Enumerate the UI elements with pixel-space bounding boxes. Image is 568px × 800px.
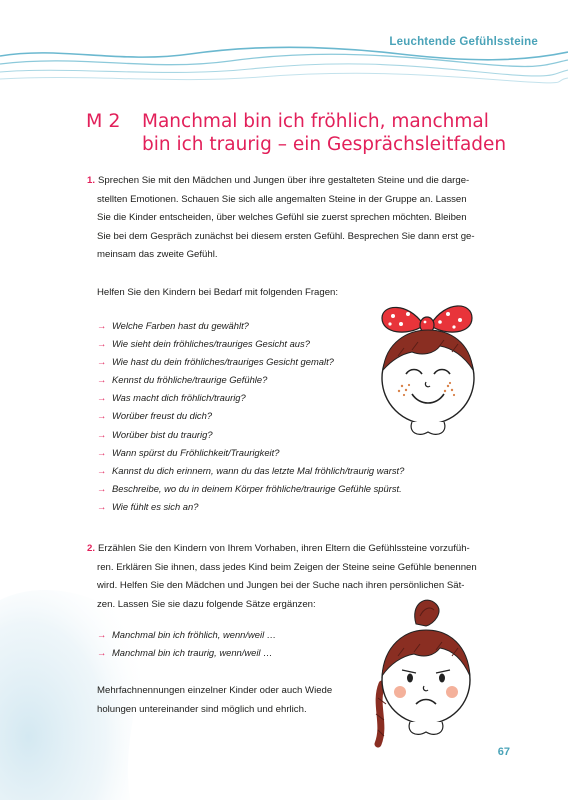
- material-number: M 2: [86, 110, 121, 132]
- closing-paragraph: [97, 682, 332, 719]
- arrow-right-icon: →: [97, 482, 107, 494]
- arrow-right-icon: →: [97, 647, 107, 659]
- list-item: → Wie hast du dein fröhliches/trauriges Gesicht gemalt?: [97, 353, 404, 371]
- section-2-line: ren. Erklären Sie ihnen, dass jedes Kind beim Zeigen der Steine seine Gefühle benennen: [97, 561, 477, 573]
- page-title: [142, 110, 542, 156]
- section-1-line: Sie die Kinder entscheiden, über welches Gefühl sie zuerst sprechen möchten. Bleiben: [97, 212, 467, 224]
- arrow-right-icon: →: [97, 428, 107, 440]
- arrow-right-icon: →: [97, 392, 107, 404]
- arrow-right-icon: →: [97, 446, 107, 458]
- running-header-title: Leuchtende Gefühlssteine: [389, 36, 538, 48]
- arrow-right-icon: →: [97, 320, 107, 331]
- section-2-paragraph: [87, 540, 470, 559]
- section-2-line: zen. Lassen Sie sie dazu folgende Sätze ergänzen:: [97, 598, 316, 610]
- section-1-paragraph: [87, 172, 469, 191]
- arrow-right-icon: →: [97, 464, 107, 476]
- questions-intro: Helfen Sie den Kindern bei Bedarf mit folgenden Fragen:: [97, 287, 339, 298]
- closing-line: Mehrfachnennungen einzelner Kinder oder auch Wiede: [97, 685, 333, 696]
- section-1-line: meinsam das zweite Gefühl.: [97, 249, 218, 261]
- section-1-continuation: [97, 191, 475, 265]
- sentences-list: [97, 626, 276, 662]
- arrow-right-icon: →: [97, 374, 107, 386]
- list-item: → Welche Farben hast du gewählt?: [97, 317, 404, 335]
- arrow-right-icon: →: [97, 338, 107, 350]
- page-number: 67: [497, 746, 510, 758]
- list-item: → Worüber freust du dich?: [97, 407, 404, 425]
- list-item: → Wann spürst du Fröhlichkeit/Traurigkeit?: [97, 444, 404, 462]
- section-2-line: Erzählen Sie den Kindern von Ihrem Vorhaben, ihren Eltern die Gefühlssteine vorzufüh-: [98, 543, 470, 554]
- section-2-line: wird. Helfen Sie den Mädchen und Jungen bei der Suche nach ihren persönlichen Sät-: [97, 580, 465, 592]
- arrow-right-icon: →: [97, 500, 107, 512]
- title-line-1: Manchmal bin ich fröhlich, manchmal: [142, 111, 489, 132]
- list-item: → Kannst du dich erinnern, wann du das letzte Mal fröhlich/traurig warst?: [97, 462, 404, 480]
- sad-face-illustration: [364, 594, 484, 754]
- list-item: → Kennst du fröhliche/traurige Gefühle?: [97, 371, 404, 389]
- happy-face-illustration: [368, 282, 488, 442]
- list-item: → Manchmal bin ich fröhlich, wenn/weil …: [97, 626, 276, 644]
- closing-line: holungen untereinander sind möglich und ehrlich.: [97, 703, 307, 715]
- arrow-right-icon: →: [97, 629, 107, 640]
- section-1-line: Sprechen Sie mit den Mädchen und Jungen über ihre gestalteten Steine und die darge-: [98, 175, 470, 186]
- polka-dot-bow-icon: [382, 306, 472, 333]
- section-2-number: 2.: [87, 543, 96, 554]
- section-1-line: stellten Emotionen. Schauen Sie sich alle angemalten Steine in der Gruppe an. Lassen: [97, 193, 467, 205]
- title-line-2: bin ich traurig – ein Gesprächsleitfaden: [142, 134, 507, 155]
- list-item: → Beschreibe, wo du in deinem Körper fröhliche/traurige Gefühle spürst.: [97, 480, 404, 498]
- arrow-right-icon: →: [97, 410, 107, 422]
- list-item: → Wie sieht dein fröhliches/trauriges Gesicht aus?: [97, 335, 404, 353]
- header-waves-decoration: [0, 44, 568, 94]
- list-item: → Worüber bist du traurig?: [97, 426, 404, 444]
- section-1-line: Sie bei dem Gespräch zunächst bei diesem ersten Gefühl. Besprechen Sie dann erst ge-: [97, 230, 475, 242]
- list-item: → Manchmal bin ich traurig, wenn/weil …: [97, 644, 276, 662]
- questions-list: [97, 317, 404, 516]
- arrow-right-icon: →: [97, 356, 107, 368]
- section-1-number: 1.: [87, 175, 96, 186]
- list-item: → Was macht dich fröhlich/traurig?: [97, 389, 404, 407]
- list-item: → Wie fühlt es sich an?: [97, 498, 404, 516]
